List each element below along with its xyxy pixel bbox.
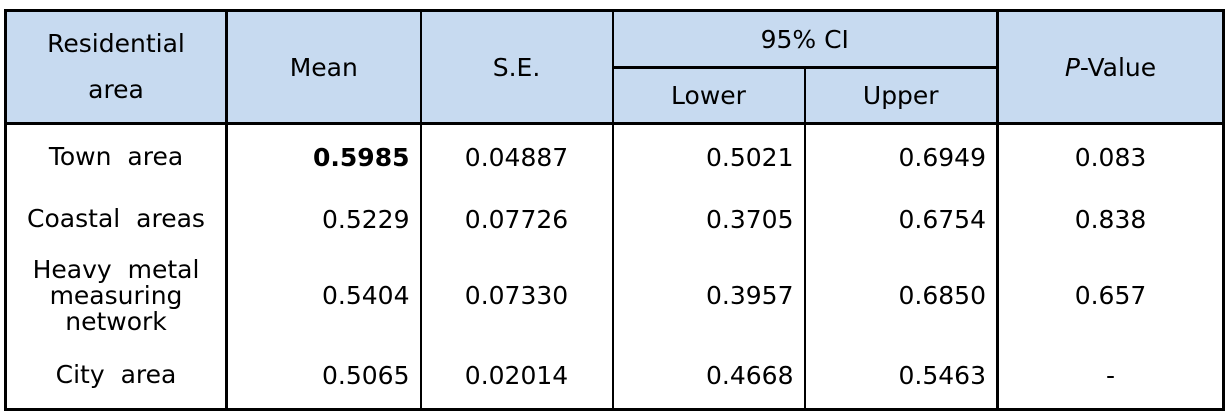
- header-upper: Upper: [805, 68, 998, 124]
- header-p-value: [998, 11, 1224, 124]
- cell-upper: 0.6949: [805, 124, 998, 190]
- cell-lower: 0.5021: [613, 124, 805, 190]
- cell-area: Town area: [6, 124, 227, 190]
- header-lower: Lower: [613, 68, 805, 124]
- cell-lower: 0.3705: [613, 190, 805, 249]
- cell-area-line: measuring: [49, 280, 183, 310]
- table-row: [6, 124, 1224, 190]
- cell-mean: 0.5404: [227, 249, 421, 343]
- cell-se: 0.07330: [421, 249, 613, 343]
- cell-se: 0.07726: [421, 190, 613, 249]
- cell-lower: 0.3957: [613, 249, 805, 343]
- cell-se: 0.02014: [421, 343, 613, 410]
- cell-p-value: -: [998, 343, 1224, 410]
- cell-p-value: 0.657: [998, 249, 1224, 343]
- header-mean: Mean: [227, 11, 421, 124]
- cell-lower: 0.4668: [613, 343, 805, 410]
- cell-upper: 0.6754: [805, 190, 998, 249]
- header-area-line2: area: [88, 75, 144, 104]
- table-row: [6, 249, 1224, 343]
- results-table: [4, 9, 1225, 411]
- header-se: S.E.: [421, 11, 613, 124]
- cell-p-value: 0.838: [998, 190, 1224, 249]
- cell-area: Coastal areas: [6, 190, 227, 249]
- header-area-line1: Residential: [47, 29, 185, 58]
- table-row: [6, 343, 1224, 410]
- cell-p-value: 0.083: [998, 124, 1224, 190]
- cell-area-line: network: [65, 306, 167, 336]
- header-residential-area: [6, 11, 227, 124]
- cell-area-line: Heavy metal: [32, 254, 200, 284]
- header-p-italic: P: [1064, 52, 1080, 82]
- cell-upper: 0.6850: [805, 249, 998, 343]
- table-row: [6, 190, 1224, 249]
- cell-upper: 0.5463: [805, 343, 998, 410]
- cell-mean: 0.5985: [227, 124, 421, 190]
- cell-area: [6, 249, 227, 343]
- header-p-rest: -Value: [1079, 52, 1157, 82]
- cell-mean: 0.5065: [227, 343, 421, 410]
- cell-mean: 0.5229: [227, 190, 421, 249]
- cell-se: 0.04887: [421, 124, 613, 190]
- header-ci: 95% CI: [613, 11, 998, 68]
- cell-area: City area: [6, 343, 227, 410]
